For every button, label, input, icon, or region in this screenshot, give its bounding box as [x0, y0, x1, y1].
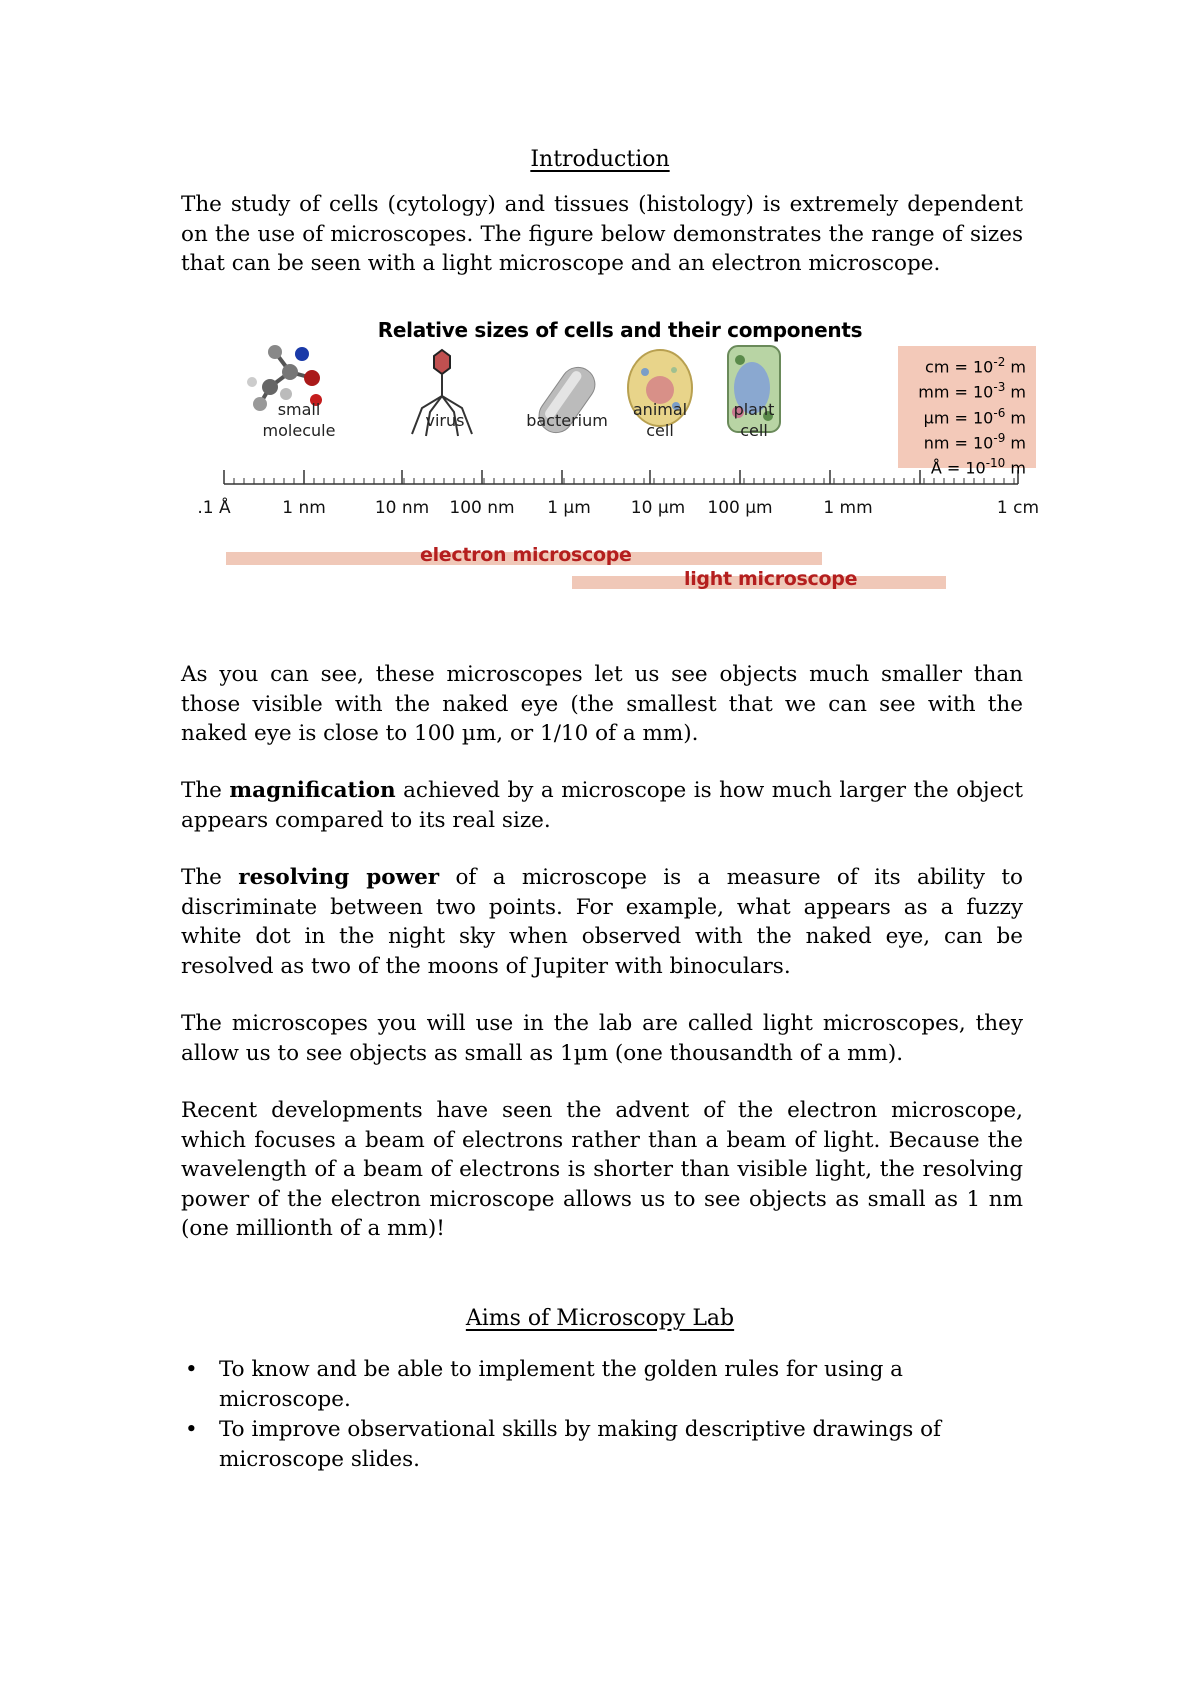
figure-title: Relative sizes of cells and their components [377, 318, 863, 342]
plant-cell-label: plant cell [733, 400, 775, 440]
body-paragraph-2: As you can see, these microscopes let us see objects much smaller than those visible with the naked eye (the smallest that we can see with the naked eye is close to 100 µm, or 1/10 of a mm). [181, 662, 1023, 746]
unit-row: nm = $10^{-9}$ m [923, 430, 1026, 453]
relative-sizes-figure [190, 312, 1050, 602]
electron-microscope-paragraph: Recent developments have seen the advent of the electron microscope, which focuses a beam of electrons rather than a beam of light. Because the wavelength of a beam of electrons is shorter than visible light, the resolving power of the electron microscope allows us to see objects as small as 1 nm (one millionth of a mm)! [181, 1098, 1023, 1241]
list-item: • To know and be able to implement the golden rules for using a microscope. [185, 1357, 904, 1412]
bullet-icon: • [185, 1357, 198, 1382]
resolving-power-paragraph: The resolving power of a microscope is a measure of its ability to discriminate between two points. For example, what appears as a fuzzy white dot in the night sky when observed with the naked eye, can be resolved as two of the moons of Jupiter with binoculars. [181, 865, 1023, 979]
scale-label: 10 µm [630, 498, 686, 518]
electron-microscope-label: electron microscope [420, 544, 632, 566]
scale-label: 100 µm [707, 498, 773, 518]
aims-heading: Aims of Microscopy Lab [465, 1306, 735, 1331]
scale-label: 100 nm [449, 498, 515, 518]
list-item: • To improve observational skills by making descriptive drawings of microscope slides. [185, 1417, 942, 1472]
unit-row: cm = $10^{-2}$ m [925, 355, 1026, 377]
introduction-heading: Introduction [530, 147, 670, 172]
aims-list [181, 1355, 941, 1475]
intro-paragraph: The study of cells (cytology) and tissues (histology) is extremely dependent on the use of microscopes. The figure below demonstrates the range of sizes that can be seen with a light microscope and an electron microscope. [181, 192, 1023, 276]
scale-label: 1 cm [996, 498, 1040, 518]
unit-row: mm = $10^{-3}$ m [918, 380, 1026, 402]
animal-cell-label: animal cell [632, 400, 688, 440]
scale-label: 10 nm [374, 498, 430, 518]
bullet-icon: • [185, 1417, 198, 1442]
scale-label: 1 µm [547, 498, 591, 518]
magnification-term: magnification [229, 778, 396, 803]
resolving-power-term: resolving power [238, 865, 440, 890]
size-scale-minor-ticks [224, 478, 1014, 484]
light-microscope-label: light microscope [684, 568, 858, 590]
small-molecule-label: small molecule [262, 400, 336, 440]
unit-conversion-box [898, 346, 1036, 478]
magnification-paragraph: The magnification achieved by a microscope is how much larger the object appears compared to its real size. [181, 778, 1023, 833]
scale-label: .1 Å [197, 498, 231, 518]
scale-label: 1 mm [823, 498, 873, 518]
light-microscope-paragraph: The microscopes you will use in the lab are called light microscopes, they allow us to see objects as small as 1µm (one thousandth of a mm). [181, 1011, 1023, 1066]
scale-label: 1 nm [282, 498, 326, 518]
virus-label: virus [425, 411, 465, 430]
unit-row: Å = $10^{-10}$ m [930, 456, 1026, 478]
unit-row: $\mu m = 10^{-6}$ m [923, 405, 1026, 427]
bacterium-label: bacterium [526, 411, 608, 430]
